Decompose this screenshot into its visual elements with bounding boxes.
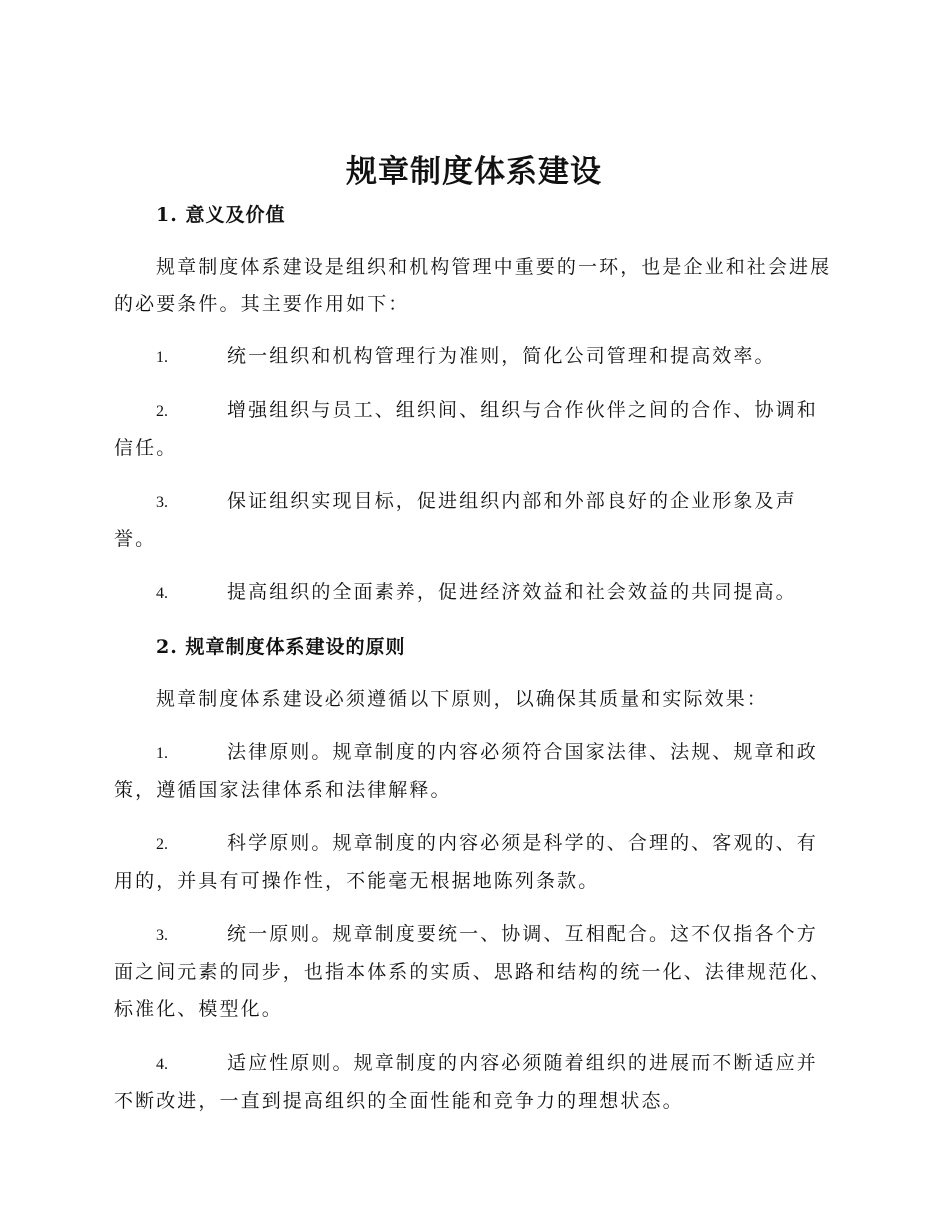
list-item	[114, 338, 834, 376]
section-1-intro: 规章制度体系建设是组织和机构管理中重要的一环，也是企业和社会进展的必要条件。其主要作用如下：	[114, 256, 832, 315]
list-item	[114, 1045, 834, 1120]
list-item-number: 3.	[156, 927, 168, 944]
list-item-text: 统一原则。规章制度要统一、协调、互相配合。这不仅指各个方面之间元素的同步，也指本体系的实质、思路和结构的统一化、法律规范化、标准化、模型化。	[114, 923, 832, 1020]
list-item-number: 3.	[156, 494, 168, 511]
list-item-text: 适应性原则。规章制度的内容必须随着组织的进展而不断适应并不断改进，一直到提高组织的全面性能和竞争力的理想状态。	[114, 1052, 818, 1112]
list-item-text: 增强组织与员工、组织间、组织与合作伙伴之间的合作、协调和信任。	[114, 399, 818, 459]
list-item-number: 2.	[156, 836, 168, 853]
list-item-text: 保证组织实现目标，促进组织内部和外部良好的企业形象及声誉。	[114, 490, 797, 550]
list-item	[114, 916, 834, 1028]
section-heading-2: 2. 规章制度体系建设的原则	[156, 636, 406, 658]
list-item-number: 4.	[156, 1056, 168, 1073]
section-heading-1: 1. 意义及价值	[156, 204, 286, 226]
list-item-number: 2.	[156, 403, 168, 420]
list-item	[114, 825, 834, 900]
section-2-intro: 规章制度体系建设必须遵循以下原则，以确保其质量和实际效果：	[156, 688, 768, 710]
list-item-number: 1.	[156, 745, 168, 762]
list-item-text: 法律原则。规章制度的内容必须符合国家法律、法规、规章和政策，遵循国家法律体系和法律解释。	[114, 741, 818, 801]
list-item-number: 1.	[156, 349, 168, 366]
list-item-number: 4.	[156, 585, 168, 602]
list-item	[114, 574, 834, 612]
list-item	[114, 392, 834, 467]
list-item	[114, 734, 834, 809]
list-item-text: 统一组织和机构管理行为准则，简化公司管理和提高效率。	[227, 345, 776, 367]
document-page	[114, 0, 834, 1230]
list-item-text: 科学原则。规章制度的内容必须是科学的、合理的、客观的、有用的，并具有可操作性，不能毫无根据地陈列条款。	[114, 832, 818, 892]
list-item	[114, 483, 834, 558]
document-title: 规章制度体系建设	[346, 154, 602, 190]
list-item-text: 提高组织的全面素养，促进经济效益和社会效益的共同提高。	[227, 581, 797, 603]
